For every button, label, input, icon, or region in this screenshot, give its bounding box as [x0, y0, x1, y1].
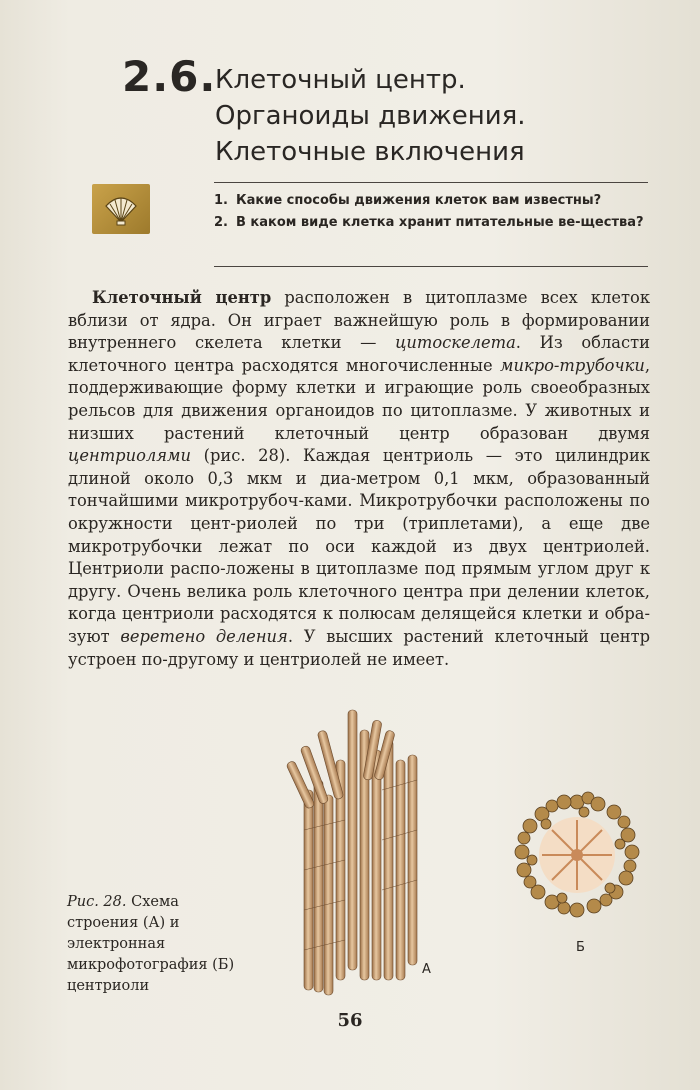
- review-questions: [214, 190, 654, 234]
- figure-label-a: А: [422, 962, 431, 977]
- question-item: 1. Какие способы движения клеток вам известны?: [214, 193, 602, 208]
- title-line-3: Клеточные включения: [215, 137, 525, 167]
- title-line-1: Клеточный центр.: [215, 65, 466, 95]
- figure-caption: Рис. 28. Схема строения (А) и электронная микрофотография (Б) центриоли: [67, 894, 235, 994]
- centriole-micrograph: [502, 780, 652, 930]
- page-number: 56: [337, 1010, 363, 1031]
- question-item: 2. В каком виде клетка хранит питательные ве-щества?: [214, 215, 644, 230]
- questions-top-rule: [214, 182, 648, 183]
- section-title: [215, 62, 526, 170]
- shell-icon: [92, 184, 150, 234]
- title-line-2: Органоиды движения.: [215, 101, 526, 131]
- questions-bottom-rule: [214, 266, 648, 267]
- main-paragraph: Клеточный центр расположен в цитоплазме всех клеток вблизи от ядра. Он играет важнейшую роль в формировании внутреннего скелета клетки — цитоскелета. Из области клеточного центра расходятся многочисленные микро-трубочки, поддерживающие форму клетки и играющие роль своеобразных рельсов для движения органоидов по цитоплазме. У животных и низших растений клеточный центр образован двумя центриолями (рис. 28). Каждая центриоль — это цилиндрик длиной около 0,3 мкм и диа-метром 0,1 мкм, образованный тончайшими микротрубоч-ками. Микротрубочки расположены по окружности цент-риолей по три (триплетами), а еще две микротрубочки лежат по оси каждой из двух центриолей. Центриоли распо-ложены в цитоплазме под прямым углом друг к другу. Очень велика роль клеточного центра при делении клеток, когда центриоли расходятся к полюсам делящейся клетки и обра-зуют веретено деления. У высших растений клеточный центр устроен по-другому и центриолей не имеет.: [68, 288, 650, 669]
- figure-label-b: Б: [576, 940, 585, 955]
- section-number: 2.6.: [122, 52, 217, 101]
- centriole-diagram: [282, 700, 442, 1000]
